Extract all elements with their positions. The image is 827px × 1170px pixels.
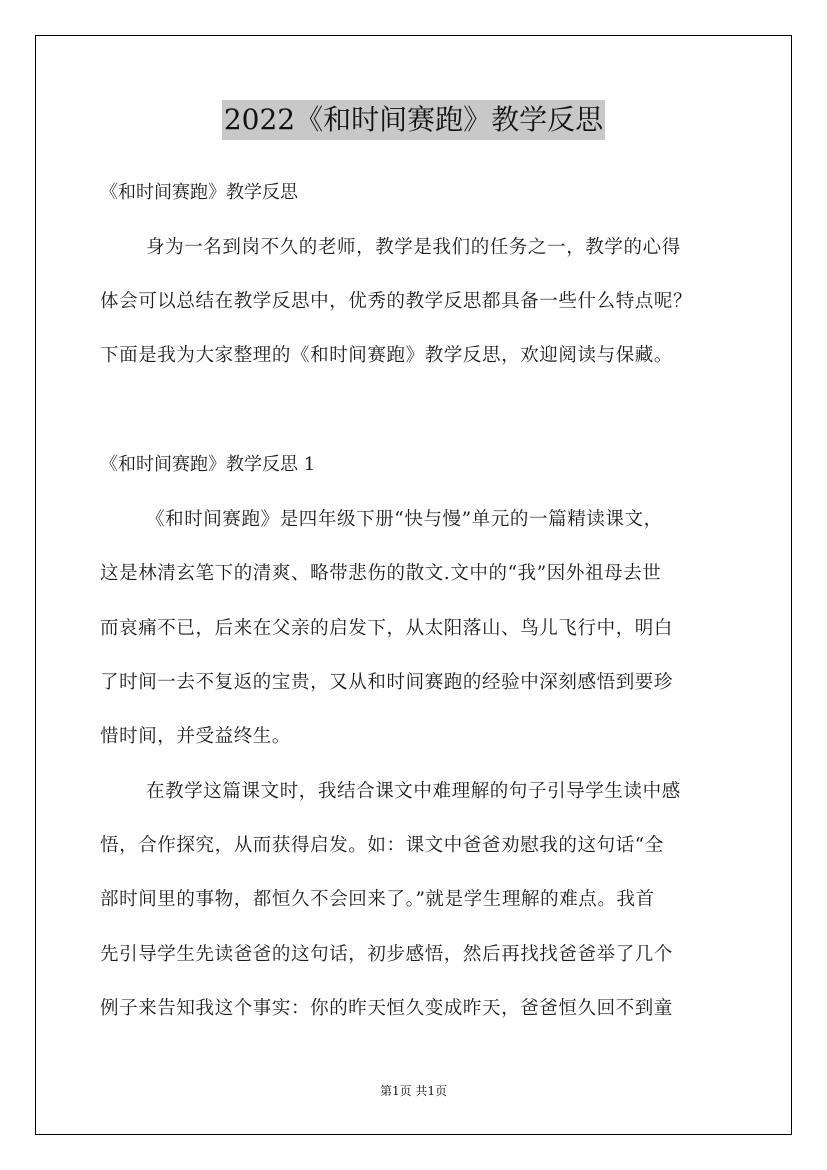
intro-line: 下面是我为大家整理的《和时间赛跑》教学反思，欢迎阅读与保藏。: [100, 345, 674, 366]
section-1-line: 了时间一去不复返的宝贵，又从和时间赛跑的经验中深刻感悟到要珍: [100, 672, 674, 693]
section-1-line: 《和时间赛跑》是四年级下册“快与慢”单元的一篇精读课文，: [146, 509, 663, 530]
section-heading: 《和时间赛跑》教学反思 1: [100, 454, 316, 475]
main-heading: 《和时间赛跑》教学反思: [100, 182, 298, 203]
title-container: [0, 100, 827, 140]
section-1-line: 例子来告知我这个事实：你的昨天恒久变成昨天，爸爸恒久回不到童: [100, 998, 674, 1019]
intro-line: 身为一名到岗不久的老师，教学是我们的任务之一，教学的心得: [146, 237, 681, 258]
section-1-line: 部时间里的事物，都恒久不会回来了。”就是学生理解的难点。我首: [100, 889, 655, 910]
section-1-line: 在教学这篇课文时，我结合课文中难理解的句子引导学生读中感: [146, 781, 681, 802]
section-1-line: 这是林清玄笔下的清爽、略带悲伤的散文.文中的“我”因外祖母去世: [100, 563, 662, 584]
section-1-line: 先引导学生先读爸爸的这句话，初步感悟，然后再找找爸爸举了几个: [100, 944, 674, 965]
intro-line: 体会可以总结在教学反思中，优秀的教学反思都具备一些什么特点呢？: [100, 291, 693, 312]
section-1-line: 惜时间，并受益终生。: [100, 726, 292, 747]
section-1-line: 悟，合作探究，从而获得启发。如：课文中爸爸劝慰我的这句话“全: [100, 835, 664, 856]
page-footer: 第1页 共1页: [379, 1084, 448, 1098]
section-1-line: 而哀痛不已，后来在父亲的启发下，从太阳落山、鸟儿飞行中，明白: [100, 618, 674, 639]
document-title: 2022《和时间赛跑》教学反思: [222, 100, 605, 140]
